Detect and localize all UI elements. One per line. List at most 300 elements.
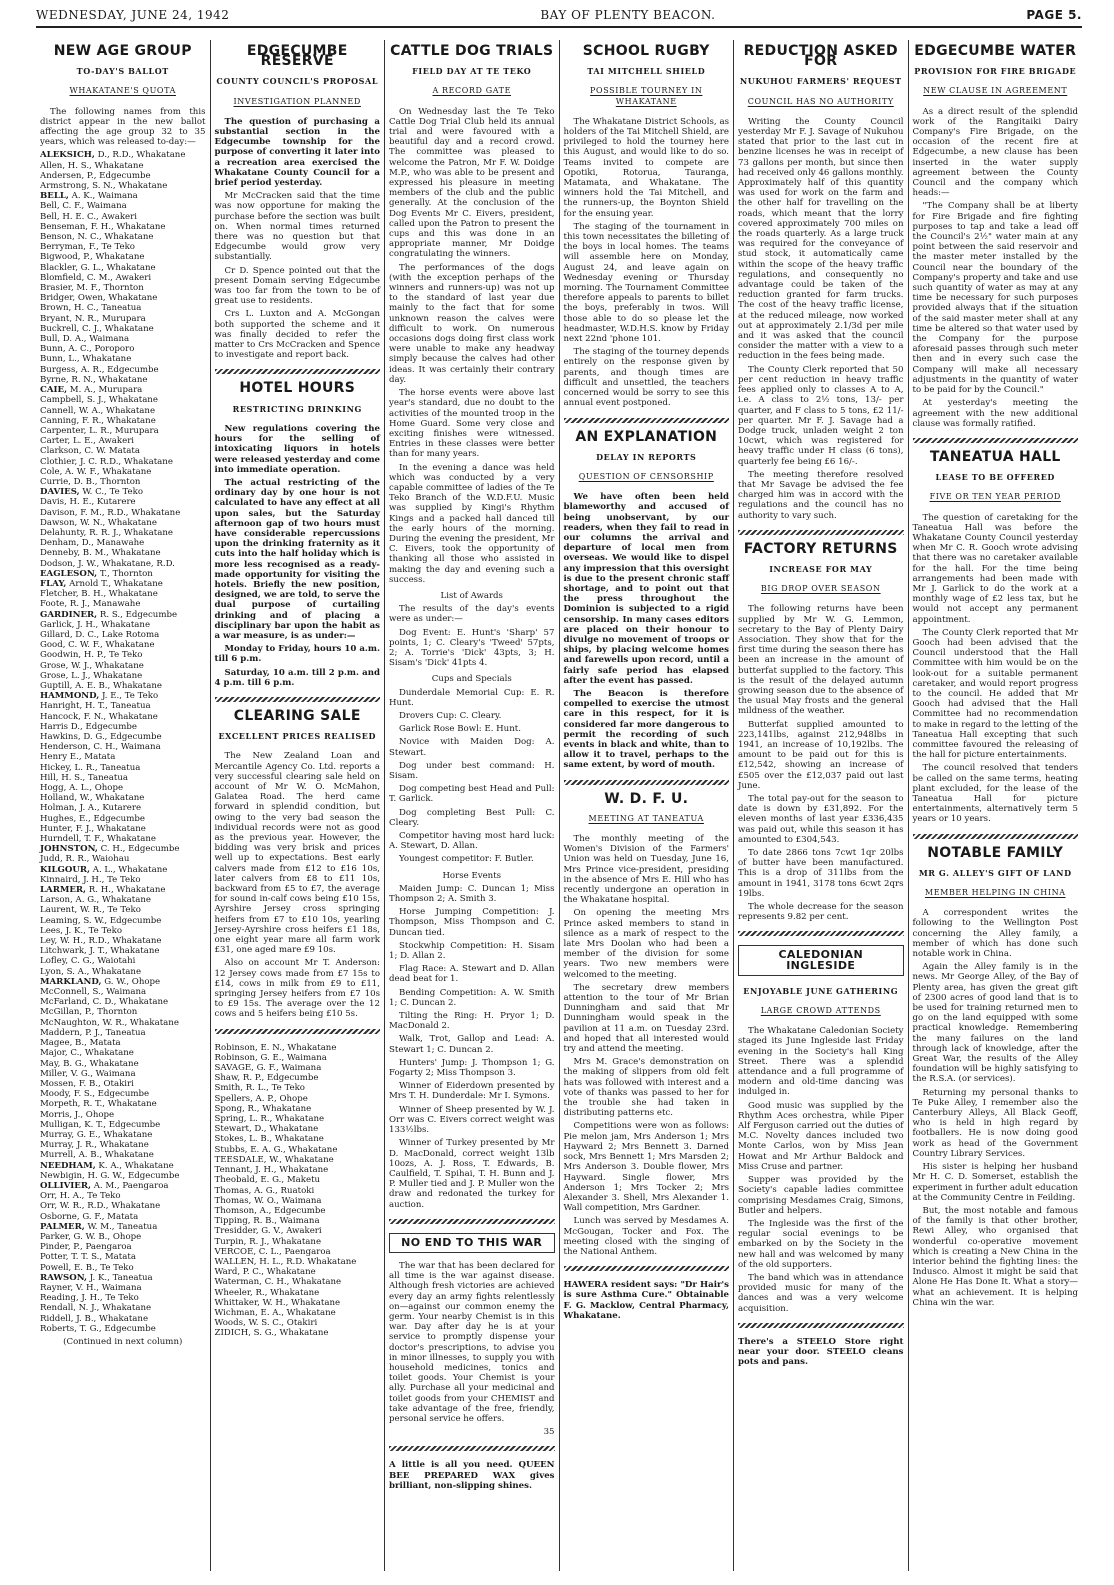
article-paragraph: To date 2866 tons 7cwt 1qr 20lbs of butter have been manufactured. This is a drop of 311lbs from the amount in 1941, 3178 tons 6cwt 2qrs 19lbs. — [738, 848, 904, 899]
ballot-name — [40, 1171, 206, 1181]
ballot-name-rest: Gillard, D. C., Lake Rotoma — [40, 629, 160, 640]
ballot-name — [40, 518, 206, 528]
article-paragraph: The performances of the dogs (with the exception perhaps of the winners and runners-up) was not up to the standard of last year due mainly to the fact that for some unknown reason the calves were difficult to work. On numerous occasions dogs doing first class work were unable to make any headway simply because the calves had other ideas. It was certainly their contrary day. — [389, 262, 555, 385]
ballot-name-list — [40, 150, 206, 1334]
ballot-name — [40, 477, 206, 487]
ballot-surname: HAMMOND, — [40, 691, 100, 702]
divider — [738, 530, 904, 535]
ballot-name — [40, 793, 206, 803]
ballot-name — [40, 252, 206, 262]
ballot-name — [40, 1110, 206, 1120]
ballot-name: Tresidder, G. V., Awakeri — [214, 1226, 322, 1237]
ballot-name-rest: D., R.D., Whakatane — [94, 150, 186, 161]
ballot-surname: BELL, — [40, 191, 69, 202]
divider — [564, 780, 730, 785]
ballot-name-rest: W. M., Taneatua — [84, 1221, 158, 1232]
ballot-name-rest: Currie, D. B., Thornton — [40, 476, 141, 487]
ballot-name-rest: J. K., Taneatua — [87, 1272, 153, 1283]
column-3 — [385, 40, 560, 1571]
ballot-name-rest: Hickey, L. R., Taneatua — [40, 762, 141, 773]
ballot-name — [40, 1099, 206, 1109]
divider — [389, 1446, 555, 1451]
ballot-name-rest: Larson, A. G., Whakatane — [40, 895, 151, 906]
ballot-name — [40, 426, 206, 436]
ballot-name — [40, 671, 206, 681]
ballot-name: Smith, R. L., Te Teko — [214, 1083, 305, 1094]
ballot-name — [40, 416, 206, 426]
ballot-name — [40, 181, 206, 191]
ballot-name — [40, 579, 206, 589]
ballot-name — [40, 1181, 206, 1191]
ballot-surname: LARMER, — [40, 885, 87, 896]
ballot-name — [40, 1038, 206, 1048]
ballot-name — [40, 487, 206, 497]
ballot-name-rest: Arnold T., Whakatane — [66, 578, 163, 589]
ballot-name-rest: Denham, D., Manawahe — [40, 538, 145, 549]
article-paragraph: Dunderdale Memorial Cup: E. R. Hunt. — [389, 687, 555, 708]
article-paragraph: Competitions were won as follows: Pie melon jam, Mrs Anderson 1; Mrs Hayward 2; Mrs Bennett 3. Darned sock, Mrs Bennett 1; Mrs Marsden 2; Mrs Anderson 3. Double flower, Mrs Hayward. Single flower, Mrs Anderson 1; Mrs Tocker 2; Mrs Alexander 3. Shell, Mrs Alexander 1. Wall competition, Mrs Gardner. — [563, 1121, 729, 1214]
ballot-name-rest: Andersen, P., Edgecumbe — [40, 170, 151, 181]
ballot-name-rest: Lofley, C. G., Waiotahi — [40, 956, 136, 967]
ballot-name-rest: Grose, W. J., Whakatane — [40, 660, 144, 671]
article-paragraph: Bending Competition: A. W. Smith 1; C. Duncan 2. — [389, 987, 555, 1008]
ballot-name-rest: Hogg, A. L., Ohope — [40, 783, 124, 794]
article-paragraph: Mr McCracken said that the time was now opportune for making the purchase before the section was built on. When normal times returned there was no question but that Edgecumbe would grow very substantially. — [214, 191, 380, 263]
ballot-name-rest: Bunn, A. C., Poroporo — [40, 344, 135, 355]
ballot-name-rest: Reading, J. H., Te Teko — [40, 1293, 139, 1304]
article-paragraph: The staging of the tourney depends entirely on the response given by parents, and though times are difficult and unsettled, the teachers concerned would be sorry to see this annual event postponed. — [563, 347, 729, 409]
ballot-name-rest: Fletcher, B. H., Whakatane — [40, 589, 158, 600]
ballot-name-rest: Hunter, F. J., Whakatane — [40, 823, 146, 834]
horse-list — [389, 884, 555, 1210]
subhead: FIELD DAY AT TE TEKO — [412, 66, 532, 77]
article-paragraph: The Whakatane Caledonian Society staged its June Ingleside last Friday evening in the Society's hall King Street. There was a splendid attendance and a full programme of modern and old-time dancing was indulged in. — [738, 1026, 904, 1098]
ballot-name: Spellers, A. P., Ohope — [214, 1093, 308, 1104]
ballot-name — [40, 742, 206, 752]
ballot-name-rest: Good, C. W. F., Whakatane — [40, 640, 155, 651]
ballot-name — [40, 171, 206, 181]
ballot-name: Stokes, L. B., Whakatane — [214, 1134, 324, 1145]
advert-queen-bee: A little is all you need. QUEEN BEE PREPARED WAX gives brilliant, non-slipping shines. — [389, 1460, 555, 1491]
ballot-name — [40, 242, 206, 252]
subhead: WHAKATANE'S QUOTA — [69, 86, 176, 96]
divider — [564, 1266, 730, 1271]
article-paragraph: Crs L. Luxton and A. McGongan both supported the scheme and it was finally decided to refer the matter to Crs McCracken and Spence to investigate and report back. — [214, 309, 380, 361]
ballot-name — [40, 640, 206, 650]
ballot-name-rest: McGillan, P., Thornton — [40, 1007, 138, 1018]
ballot-name — [40, 436, 206, 446]
headline-no-end-to-this-war: NO END TO THIS WAR — [389, 1233, 555, 1253]
section-title: Cups and Specials — [431, 674, 512, 685]
article-paragraph: The following returns have been supplied by Mr W. G. Lemmon, secretary to the Bay of Plenty Dairy Association. They show that for the first time during the season there has been an increase in the amount of butterfat supplied to the factory. This is the result of the delayed autumn growing season due to the absence of the usual May frosts and the general mildness of the weather. — [738, 604, 904, 717]
subhead: PROVISION FOR FIRE BRIGADE — [914, 66, 1077, 77]
ballot-name — [40, 1140, 206, 1150]
ballot-name — [40, 1130, 206, 1140]
article-paragraph: Horse Jumping Competition: J. Thompson, Miss Thompson and C. Duncan tied. — [389, 907, 555, 938]
ballot-name — [40, 1007, 206, 1017]
headline-reduction-asked-for: REDUCTION ASKED FOR — [743, 43, 898, 70]
article-paragraph: The total pay-out for the season to date is down by £31,892. For the eleven months of last year £336,435 was paid out, while this season it has amounted to £304,543. — [738, 794, 904, 845]
ballot-name — [40, 446, 206, 456]
ballot-name-rest: Riddell, J. B., Whakatane — [40, 1313, 149, 1324]
advert-steelo: There's a STEELO Store right near your door. STEELO cleans pots and pans. — [738, 1336, 904, 1368]
article-paragraph: The meeting therefore resolved that Mr Savage be advised the fee charged him was in accord with the regulations and the council has no authority to vary such. — [738, 469, 904, 521]
ballot-name: Turpin, R. J., Whakatane — [214, 1236, 322, 1247]
ballot-name — [40, 834, 206, 844]
subhead: MEETING AT TANEATUA — [588, 813, 704, 823]
ballot-surname: PALMER, — [40, 1221, 85, 1232]
ballot-name — [40, 783, 206, 793]
ballot-name: TEESDALE, W., Whakatane — [214, 1154, 334, 1165]
ballot-surname: JOHNSTON, — [40, 844, 98, 855]
ballot-name-rest: A. K., Waimana — [68, 191, 138, 202]
ballot-name-rest: K. A., Whakatane — [95, 1160, 174, 1171]
family-article — [913, 908, 1079, 1308]
ballot-name — [40, 803, 206, 813]
article-paragraph: Garlick Rose Bowl: E. Hunt. — [399, 724, 521, 735]
ballot-name — [40, 926, 206, 936]
ballot-name-rest: Murray, J. R., Whakatane — [40, 1140, 149, 1151]
ballot-name-rest: Brown, H. C., Taneatua — [40, 303, 142, 314]
ballot-name-rest: Murrell, A. B., Whakatane — [40, 1150, 154, 1161]
ballot-name-rest: Blackler, G. L., Whakatane — [40, 262, 156, 273]
ballot-name — [40, 222, 206, 232]
ballot-name-rest: Bryant, N. R., Murupara — [40, 313, 146, 324]
article-paragraph: Dog under best command: H. Sisam. — [389, 760, 555, 781]
divider — [564, 418, 730, 423]
article-paragraph: The Whakatane District Schools, as holders of the Tai Mitchell Shield, are privileged to hold the tourney here this August, and would like to do so. Teams invited to compete are Opotiki, Rotorua, Tauranga, Matamata, and Whakatane. The winners hold the Tai Mitchell, and the runners-up, the Boynton Shield for the ensuing year. — [563, 116, 729, 219]
subhead: LEASE TO BE OFFERED — [935, 472, 1055, 483]
ballot-name — [40, 875, 206, 885]
ballot-name — [40, 538, 206, 548]
ballot-name-rest: Foote, R. J., Manawahe — [40, 599, 141, 610]
ballot-name-rest: Denneby, B. M., Whakatane — [40, 548, 161, 559]
column-2 — [211, 40, 386, 1571]
ballot-name-rest: Brasier, M. F., Thornton — [40, 283, 144, 294]
ballot-name-rest: Buckrell, C. J., Whakatane — [40, 323, 154, 334]
article-paragraph: But, the most notable and famous of the family is that other brother, Rewi Alley, who organised that wonderful co-operative movement which is creating a New China in the interior behind the fighting lines: the Indusco. Almost it might be said that Alone He Has Done It. What a story—what an achievement. It is helping China win the war. — [912, 1205, 1078, 1308]
subhead: TAI MITCHELL SHIELD — [587, 66, 706, 77]
ballot-name — [40, 997, 206, 1007]
ballot-name-rest: Rendall, N. J., Whakatane — [40, 1303, 152, 1314]
ballot-name-rest: Davis, H. E., Kutarere — [40, 497, 136, 508]
ballot-name — [40, 1222, 206, 1232]
subhead: TO-DAY'S BALLOT — [76, 66, 169, 77]
headline-clearing-sale: CLEARING SALE — [233, 707, 361, 724]
ballot-name — [40, 977, 206, 987]
ballot-name-rest: R. S., Edgecumbe — [97, 609, 178, 620]
ballot-name — [40, 1028, 206, 1038]
subhead: INCREASE FOR MAY — [769, 563, 873, 574]
ballot-name-rest: May, B. G., Whakatane — [40, 1058, 139, 1069]
ballot-name — [40, 824, 206, 834]
ballot-name — [40, 1232, 206, 1242]
section-title: List of Awards — [440, 590, 503, 601]
article-paragraph: The results of the day's events were as under:— — [389, 604, 555, 625]
ballot-name — [40, 263, 206, 273]
section-title: Horse Events — [442, 870, 502, 881]
wdfu-article — [564, 834, 730, 1257]
article-paragraph: Writing the County Council yesterday Mr F. J. Savage of Nukuhou stated that prior to the last cut in benzine licenses he was in receipt of 73 gallons per month, but since then had received only 46 gallons monthly. Approximately half of this quantity was used for work on the farm and the other half for travelling on the roads, which meant that the lorry covered approximately 700 miles on the roads quarterly. As a large truck was required for the conveyance of stud stock, it automatically came within the scope of the heavy traffic regulations, and consequently no advantage could be taken of the reduction granted for farm trucks. The cost of the heavy traffic license, at the reduced mileage, now worked out at approximately 2.1/3d per mile and it was asked that the council consider the matter with a view to a reduction in the fees being made. — [738, 116, 904, 362]
ballot-name — [40, 589, 206, 599]
ballot-name-rest: Pinder, P., Paengaroa — [40, 1242, 132, 1253]
ballot-name-rest: Bell, H. E. C., Awakeri — [40, 211, 137, 222]
article-paragraph: The County Clerk reported that Mr Gooch had been advised that the Council understood that the Hall Committee with him would be on the look-out for a suitable permanent caretaker, and would report progress to the council. He added that Mr Gooch had advised that the Hall Committee had no recommendation to make in regard to the letting of the Taneatua Hall excepting that such committee favoured the releasing of the hall for picture entertainments. — [912, 627, 1078, 761]
headline-edgecumbe-reserve: EDGECUMBE RESERVE — [246, 43, 348, 70]
ballot-name — [40, 212, 206, 222]
ballot-name — [40, 895, 206, 905]
ballot-name — [40, 722, 206, 732]
ballot-name-rest: Cole, A. W. F., Whakatane — [40, 466, 152, 477]
ballot-name — [40, 865, 206, 875]
ballot-name — [40, 314, 206, 324]
ballot-name-rest: Judd, R. R., Waiohau — [40, 854, 130, 865]
ballot-name — [40, 814, 206, 824]
ballot-name-rest: Carpenter, L. R., Murupara — [40, 425, 159, 436]
ballot-name — [40, 344, 206, 354]
subhead: MEMBER HELPING IN CHINA — [924, 888, 1066, 898]
article-paragraph: Supper was provided by the Society's capable ladies committee comprising Mesdames Craig, Simons, Butler and helpers. — [738, 1175, 904, 1216]
ballot-name — [40, 303, 206, 313]
ballot-name: Theobald, E. G., Maketu — [214, 1175, 321, 1186]
ballot-name-rest: Major, C., Whakatane — [40, 1048, 134, 1059]
ballot-name-rest: Blomfield, C. M., Awakeri — [40, 272, 152, 283]
article-paragraph: Flag Race: A. Stewart and D. Allan dead beat for 1. — [389, 964, 555, 985]
article-paragraph: The question of purchasing a substantial section in the Edgecumbe township for the purpose of converting it later into a recreation area exercised the Whakatane County Council for a brief period yesterday. — [214, 116, 380, 189]
ballot-name-rest: Grose, L. J., Whakatane — [40, 670, 143, 681]
ballot-name — [40, 528, 206, 538]
ballot-name — [40, 569, 206, 579]
ballot-name — [40, 150, 206, 160]
headline-notable-family: NOTABLE FAMILY — [927, 844, 1064, 861]
article-paragraph: Winner of Eiderdown presented by Mrs T. H. Dunderdale: Mr I. Symons. — [389, 1081, 555, 1102]
ballot-name-rest: R. H., Whakatane — [86, 885, 166, 896]
article-paragraph: The Ingleside was the first of the regular social evenings to be embarked on by the Society in the new hall and was welcomed by many of the old supporters. — [738, 1218, 904, 1270]
ballot-name — [40, 610, 206, 620]
ballot-name-rest: Litchwark, J. T., Whakatane — [40, 946, 160, 957]
ballot-name — [40, 732, 206, 742]
column-6 — [909, 40, 1083, 1571]
article-paragraph: Drovers Cup: C. Cleary. — [399, 710, 502, 721]
headline-taneatua-hall: TANEATUA HALL — [929, 448, 1061, 465]
article-paragraph: The following names from this district appear in the new ballot affecting the age group 32 to 35 years, which was released to-day:— — [40, 106, 206, 148]
columns — [36, 40, 1082, 1571]
ballot-name — [40, 548, 206, 558]
ballot-name-rest: Holman, J. A., Kutarere — [40, 803, 142, 814]
ballot-name-rest: Burgess, A. R., Edgecumbe — [40, 364, 159, 375]
masthead — [36, 4, 1082, 28]
divider — [913, 438, 1079, 443]
headline-wdfu: W. D. F. U. — [604, 790, 689, 807]
headline-an-explanation: AN EXPLANATION — [575, 428, 718, 445]
ballot-name: ZIDICH, S. G., Whakatane — [214, 1328, 329, 1339]
ballot-name — [40, 283, 206, 293]
ballot-name-rest: A. L., Whakatane — [90, 864, 168, 875]
article-paragraph: The monthly meeting of the Women's Division of the Farmers' Union was held on Tuesday, June 16, Mrs Prince vice-president, presiding in the absence of Mrs E. Hill who has recently undergone an operation in the Whakatane hospital. — [563, 834, 729, 906]
ballot-name-rest: Clarkson, C. W. Matata — [40, 446, 140, 457]
ballot-name-rest: Maddern, P. J., Taneatua — [40, 1027, 146, 1038]
ballot-name — [40, 967, 206, 977]
ballot-name — [40, 956, 206, 966]
hours-line: Monday to Friday, hours 10 a.m. till 6 p.m. — [214, 644, 380, 665]
ballot-name — [40, 1018, 206, 1028]
subhead: ENJOYABLE JUNE GATHERING — [743, 985, 899, 996]
ballot-name: Robinson, E. N., Whakatane — [214, 1042, 337, 1053]
ballot-name-rest: Berryman, F., Te Teko — [40, 242, 135, 253]
ballot-surname: ALEKSICH, — [40, 150, 95, 161]
article-paragraph: The Beacon is therefore compelled to exercise the utmost care in this respect, for it is considered far more dangerous to permit the recording of such events in black and white, than to allow it to travel, perhaps to the same extent, by word of mouth. — [563, 688, 729, 771]
ballot-name-rest: Morpeth, R. T., Whakatane — [40, 1099, 157, 1110]
ballot-name — [40, 936, 206, 946]
ballot-name — [40, 395, 206, 405]
article-paragraph: The County Clerk reported that 50 per cent reduction in heavy traffic fees applied only to classes A to A, i.e. A class to 2½ tons, 13/- per quarter, and F class to 5 tons, £2 11/- per quarter. Mr F. J. Savage had a Dodge truck, unladen weight 2 ton 10cwt, which was registered for heavy traffic under H class (6 tons), quarterly fee being £6 16/-. — [738, 364, 904, 467]
ballot-name-rest: Morris, J., Ohope — [40, 1109, 115, 1120]
ballot-name: Shaw, R. P., Edgecumbe — [214, 1073, 319, 1084]
subhead: NUKUHOU FARMERS' REQUEST — [739, 76, 902, 87]
ballot-name — [40, 701, 206, 711]
ballot-name — [40, 681, 206, 691]
ballot-surname: RAWSON, — [40, 1272, 88, 1283]
ballot-name-rest: Bunn, L., Whakatane — [40, 354, 132, 365]
ballot-name — [40, 161, 206, 171]
ballot-name-rest: Bigwood, P., Whakatane — [40, 252, 145, 263]
article-paragraph: The whole decrease for the season represents 9.82 per cent. — [738, 902, 904, 923]
ballot-name: Wheeler, R., Whakatane — [214, 1287, 320, 1298]
ballot-name-rest: Rayner, V. H., Waimana — [40, 1282, 142, 1293]
ballot-name — [40, 1048, 206, 1058]
ballot-name — [40, 406, 206, 416]
cups-list — [389, 688, 555, 865]
ballot-name — [40, 1079, 206, 1089]
divider — [215, 1029, 381, 1034]
article-paragraph: Dog completing Best Pull: C. Cleary. — [389, 807, 555, 828]
headline-factory-returns: FACTORY RETURNS — [743, 540, 898, 557]
ballot-name-rest: Garlick, J. H., Whakatane — [40, 619, 151, 630]
ballot-name: Ward, P. C., Whakatane — [214, 1267, 316, 1278]
ballot-name-rest: Armstrong, S. N., Whakatane — [40, 181, 168, 192]
article-paragraph: At yesterday's meeting the agreement with the new additional clause was formally ratified. — [912, 398, 1078, 429]
ballot-name-rest: Hurndell, T. F., Whakatane — [40, 834, 156, 845]
article-paragraph: Mrs M. Grace's demonstration on the making of slippers from old felt hats was followed with interest and a vote of thanks was passed to her for the trouble she had taken in distributing patterns etc. — [563, 1057, 729, 1119]
advert-paragraph: The war that has been declared for all time is the war against disease. Although fresh victories are achieved every day an army fights relentlessly on—against our common enemy the germ. Your nearby Chemist is in this war. Day after day he is at your service to promptly dispense your doctor's prescriptions, to advise you in minor illnesses, to supply you with household medicines, tonics and toilet goods. Your Chemist is your ally. Purchase all your medicinal and toilet goods from your CHEMIST and take advantage of the free, friendly, personal service he offers. — [389, 1260, 555, 1424]
ballot-name — [40, 191, 206, 201]
ballot-name: Thomas, W. O., Waimana — [214, 1195, 322, 1206]
subhead: DELAY IN REPORTS — [596, 451, 697, 462]
headline-new-age-group: NEW AGE GROUP — [53, 43, 192, 59]
ballot-name-list-continued — [215, 1043, 381, 1339]
ballot-name — [40, 1314, 206, 1324]
ballot-name — [40, 1273, 206, 1283]
subhead: POSSIBLE TOURNEY IN WHAKATANE — [590, 86, 703, 106]
ballot-name — [40, 1242, 206, 1252]
ballot-name — [40, 1324, 206, 1334]
article-paragraph: As a direct result of the splendid work of the Rangitaiki Dairy Company's Fire Brigade, on the occasion of the recent fire at Edgecumbe, a new clause has been inserted in the water supply agreement between the County Council and the company which heads:— — [912, 106, 1078, 199]
ballot-name-rest: Mossen, F. B., Otakiri — [40, 1078, 134, 1089]
subhead: EXCELLENT PRICES REALISED — [218, 731, 377, 742]
ballot-name-rest: Orr, H. A., Te Teko — [40, 1191, 121, 1202]
ballot-name: Robinson, G. E., Waimana — [214, 1052, 327, 1063]
ballot-name — [40, 773, 206, 783]
ballot-surname: MARKLAND, — [40, 976, 102, 987]
ballot-name-rest: W. C., Te Teko — [79, 487, 144, 498]
divider — [738, 1323, 904, 1328]
ballot-name-rest: Moody, F. S., Edgecumbe — [40, 1089, 150, 1100]
ballot-name — [40, 559, 206, 569]
ballot-name — [40, 885, 206, 895]
ballot-name-rest: McConnell, S., Waimana — [40, 987, 147, 998]
ballot-name — [40, 691, 206, 701]
ballot-name-rest: Hawkins, D. G., Edgecumbe — [40, 732, 162, 742]
article-paragraph: Returning my personal thanks to Te Puke Alley, I remember also the Canterbury Alleys, All Black Geoff, who is held in high regard by footballers. He is now doing good work as head of the Government Country Library Services. — [912, 1087, 1078, 1159]
ballot-name-rest: Hanright, H. T., Taneatua — [40, 701, 151, 712]
factory-article — [738, 604, 904, 922]
ballot-name — [40, 752, 206, 762]
article-paragraph: Stockwhip Competition: H. Sisam 1; D. Allan 2. — [389, 940, 555, 962]
ballot-name: VERCOE, C. L., Paengaroa — [214, 1246, 331, 1257]
article-paragraph: Lunch was served by Mesdames A. McGougan, Tocker and Fox. The meeting closed with the singing of the National Anthem. — [563, 1216, 729, 1257]
ballot-name-rest: Newbigin, H. G. W., Edgecumbe — [40, 1170, 180, 1181]
ballot-name-rest: Murray, G. E., Whakatane — [40, 1129, 153, 1140]
article-paragraph: A correspondent writes the following to the Wellington Post concerning the Alley family, a member of which has done such notable work in China. — [912, 908, 1078, 960]
ballot-name — [40, 650, 206, 660]
divider — [389, 1219, 555, 1224]
article-paragraph: Good music was supplied by the Rhythm Aces orchestra, while Piper Alf Ferguson carried out the duties of M.C. Novelty dances included two Monte Carlos, won by Miss Jean Howat and Mr Arthur Baldock and Miss Cruse and partner. — [738, 1100, 904, 1172]
headline-cattle-dog-trials: CATTLE DOG TRIALS — [390, 43, 554, 59]
ballot-name-rest: Goodwin, H. P., Te Teko — [40, 650, 143, 661]
ballot-name-rest: Bell, C. F., Waimana — [40, 201, 127, 212]
article-paragraph: The band which was in attendance provided music for many of the dances and was a very welcome acquisition. — [738, 1272, 904, 1314]
subhead: RESTRICTING DRINKING — [232, 403, 362, 414]
ballot-name-rest: Campbell, S. J., Whakatane — [40, 395, 158, 406]
ballot-name — [40, 1303, 206, 1313]
ballot-name-rest: Benseman, F. H., Whakatane — [40, 221, 166, 232]
ballot-name-rest: Parker, G. W. B., Ohope — [40, 1231, 142, 1242]
ballot-name-rest: Cannell, W. A., Whakatane — [40, 405, 156, 416]
ballot-name: Tipping, R. B., Waimana — [214, 1216, 320, 1227]
masthead-page: PAGE 5. — [1026, 8, 1082, 22]
ballot-name-rest: J. E., Te Teko — [99, 691, 159, 702]
ballot-name: WALLEN, H. L., R.D. Whakatane — [214, 1256, 357, 1267]
ballot-surname: OLLIVIER, — [40, 1180, 91, 1191]
ballot-name-rest: Bull, D. A., Waimana — [40, 334, 130, 345]
ballot-name-rest: C. H., Edgecumbe — [97, 844, 180, 855]
article-paragraph: Again the Alley family is in the news. Mr George Alley, of the Bay of Plenty area, has given the great gift of 2300 acres of good land that is to be used for training returned men to go on the land equipped with some practical knowledge. Remembering the many failures on the land through lack of knowledge, after the Great War, the results of the Alley foundation will be highly satisfying to the R.S.A. (or services). — [912, 962, 1078, 1085]
article-paragraph: The staging of the tournament in this town necessitates the billeting of the boys in local homes. The teams will assemble here on Monday, August 24, and leave again on Wednesday evening or Thursday morning. The Tournament Committee therefore appeals to parents to billet the boys, preferably in twos. Will those able to do so please let the headmaster, W.D.H.S. know by Friday next 22nd 'phone 101. — [563, 221, 729, 345]
ballot-name-rest: Hughes, E., Edgecumbe — [40, 813, 145, 824]
ballot-name — [40, 497, 206, 507]
ballot-name: SAVAGE, G. F., Waimana — [214, 1063, 322, 1074]
article-paragraph: "The Company shall be at liberty for Fire Brigade and fire fighting purposes to tap and take a lead off the Council's 2½" water main at any point between the said reservoir and the master meter installed by the Council near the boundary of the Company's property and take and use such quantity of water as may at any time be necessary for such purposes provided always that if the situation of the said master meter shall at any time be altered so that water used by the Company for the purpose aforesaid passes through such meter then and in every such case the Company will make all necessary adjustments in the quantity of water to be paid for by the Council." — [912, 201, 1078, 396]
column-1 — [36, 40, 211, 1571]
article-paragraph: Competitor having most hard luck: A. Stewart, D. Allan. — [389, 831, 555, 852]
ballot-name-rest: G. W., Ohope — [101, 976, 161, 987]
ballot-name-rest: Potter, T. T. S., Matata — [40, 1252, 136, 1263]
advert-number: 35 — [543, 1427, 555, 1438]
ballot-name-rest: Osborne, G. F., Matata — [40, 1211, 139, 1222]
ballot-name-rest: Miller, V. G., Waimana — [40, 1068, 136, 1079]
ballot-name-rest: Lees, J. K., Te Teko — [40, 925, 123, 936]
ballot-name — [40, 946, 206, 956]
ballot-name — [40, 712, 206, 722]
continued-note: (Continued in next column) — [63, 1336, 183, 1347]
article-paragraph: Novice with Maiden Dog: A. Stewart. — [389, 737, 555, 758]
ballot-name — [40, 1263, 206, 1273]
ballot-surname: EAGLESON, — [40, 568, 98, 579]
article-paragraph: The question of caretaking for the Taneatua Hall was before the Whakatane County Council yesterday when Mr C. R. Gooch wrote advising that there was no caretaker available for the hall. For the time being arrangements had been made with Mr J. Garlick to do the work at a monthly wage of £2 less tax, but he would not accept any permanent appointment. — [912, 512, 1078, 625]
subhead: LARGE CROWD ATTENDS — [760, 1006, 881, 1016]
divider — [215, 369, 381, 374]
ballot-name-rest: Byrne, R. N., Whakatane — [40, 374, 148, 385]
